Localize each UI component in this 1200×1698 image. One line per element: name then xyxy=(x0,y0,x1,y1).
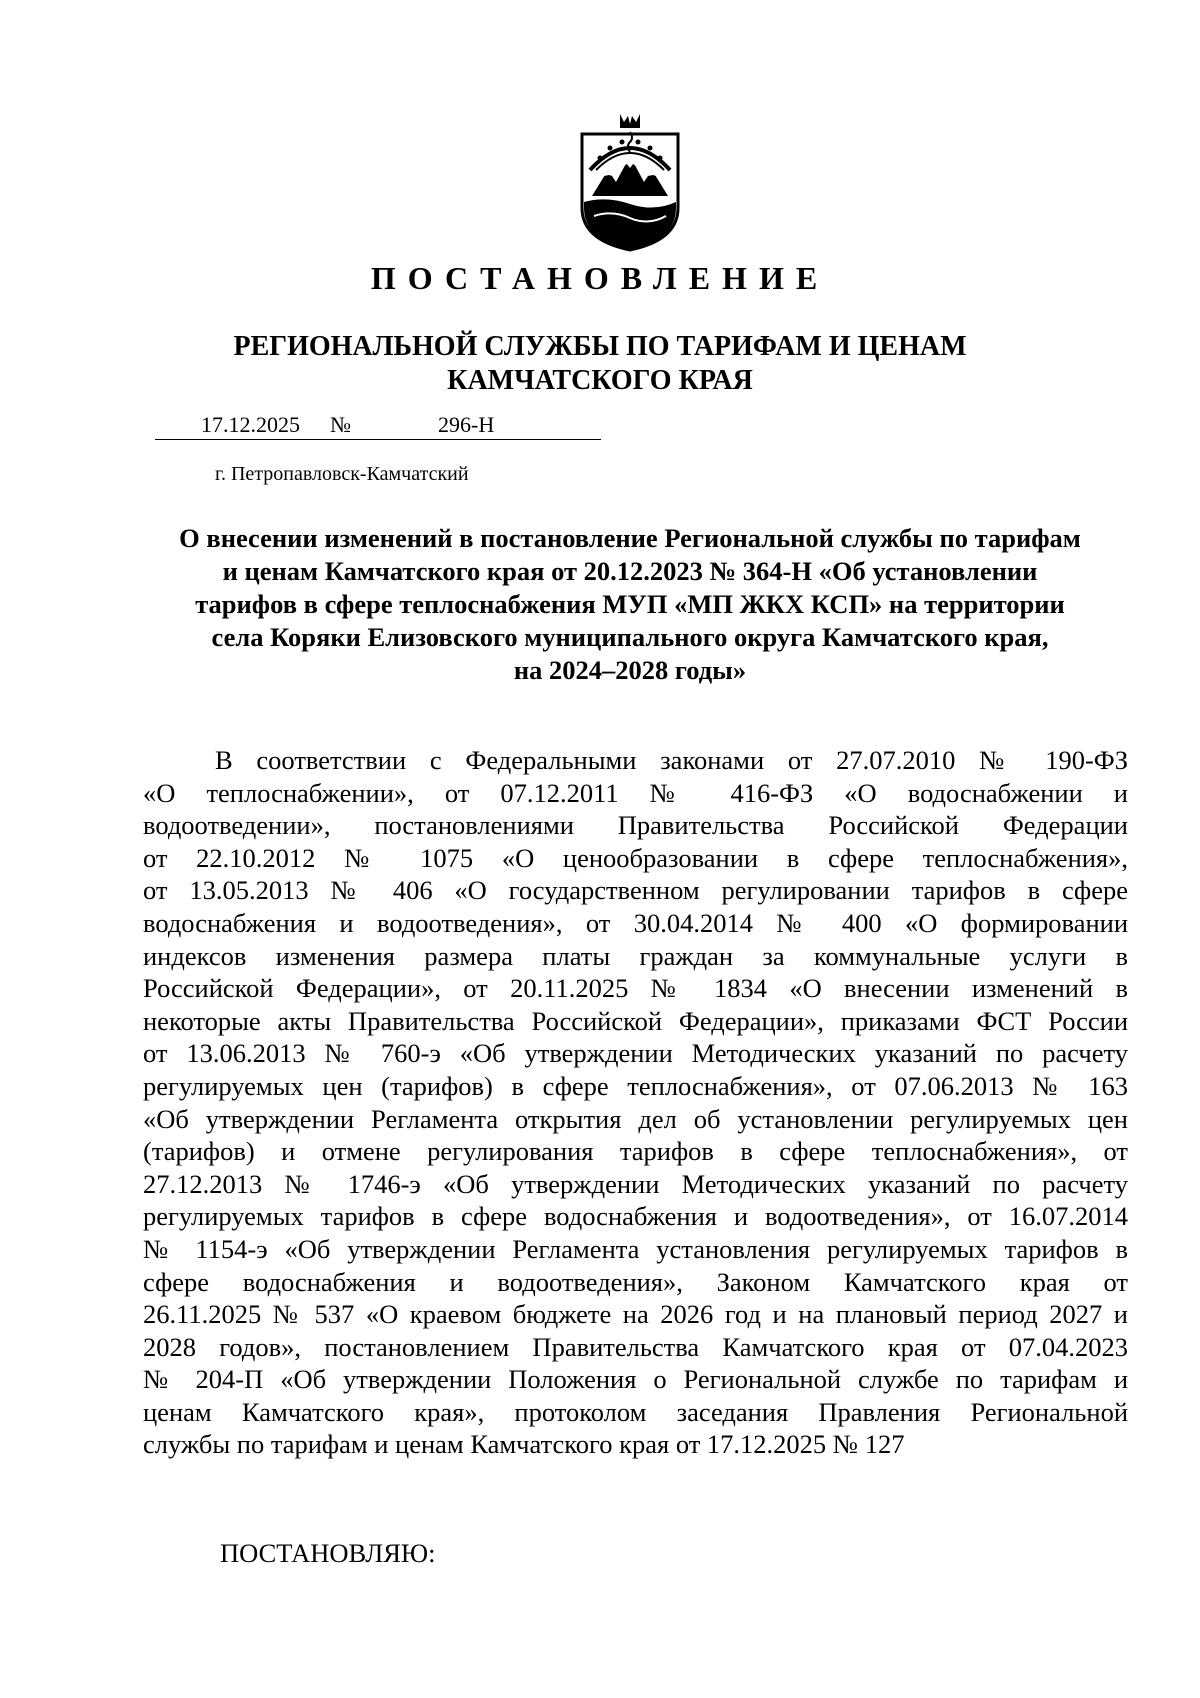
body-line: 26.11.2025 № 537 «О краевом бюджете на 2026 год и на плановый период 2027 и xyxy=(143,1299,1128,1330)
subject-line: и ценам Камчатского края от 20.12.2023 № 364-Н «Об установлении xyxy=(222,556,1038,586)
body-line: «Об утверждении Регламента открытия дел об установлении регулируемых цен xyxy=(143,1103,1128,1134)
body-line: № 1154-э «Об утверждении Регламента установления регулируемых тарифов в xyxy=(143,1233,1128,1264)
body-line: от 13.06.2013 № 760-э «Об утверждении Методических указаний по расчету xyxy=(143,1038,1128,1069)
subject-line: О внесении изменений в постановление Региональной службы по тарифам xyxy=(179,523,1081,553)
body-line: 2028 годов», постановлением Правительства Камчатского края от 07.04.2023 xyxy=(143,1331,1128,1362)
document-kind-title: ПОСТАНОВЛЕНИЕ xyxy=(370,260,830,296)
date-number-line xyxy=(155,412,601,440)
body-line: регулируемых тарифов в сфере водоснабжения и водоотведения», от 16.07.2014 xyxy=(143,1201,1128,1232)
body-line: 27.12.2013 № 1746-э «Об утверждении Методических указаний по расчету xyxy=(143,1168,1128,1199)
body-line: В соответствии с Федеральными законами от 27.07.2010 № 190-ФЗ xyxy=(215,745,1128,775)
body-line: некоторые акты Правительства Российской Федерации», приказами ФСТ России xyxy=(143,1005,1128,1036)
document-date: 17.12.2025 xyxy=(155,412,330,440)
decree-word: ПОСТАНОВЛЯЮ: xyxy=(220,1538,436,1568)
body-line: водоотведении», постановлениями Правительства Российской Федерации xyxy=(143,810,1128,841)
number-sign: № xyxy=(330,412,356,440)
subject-line: села Коряки Елизовского муниципального округа Камчатского края, xyxy=(211,622,1049,652)
document-number: 296-Н xyxy=(356,412,601,440)
body-line: службы по тарифам и ценам Камчатского края от 17.12.2025 № 127 xyxy=(143,1429,905,1460)
body-line: индексов изменения размера платы граждан за коммунальные услуги в xyxy=(143,940,1128,971)
subject-line: на 2024–2028 годы» xyxy=(513,655,747,685)
preamble-paragraph xyxy=(143,744,1128,1461)
issuer-line: РЕГИОНАЛЬНОЙ СЛУЖБЫ ПО ТАРИФАМ И ЦЕНАМ xyxy=(233,331,967,362)
body-line: № 204-П «Об утверждении Положения о Региональной службе по тарифам и xyxy=(143,1364,1128,1395)
document-subject xyxy=(140,522,1120,687)
body-line: сфере водоснабжения и водоотведения», Законом Камчатского края от xyxy=(143,1266,1128,1297)
subject-line: тарифов в сфере теплоснабжения МУП «МП ЖКХ КСП» на территории xyxy=(195,589,1065,619)
body-line: ценам Камчатского края», протоколом заседания Правления Региональной xyxy=(143,1396,1128,1427)
body-line: водоснабжения и водоотведения», от 30.04.2014 № 400 «О формировании xyxy=(143,907,1128,938)
body-line: от 22.10.2012 № 1075 «О ценообразовании в сфере теплоснабжения», xyxy=(143,842,1128,873)
body-line: (тарифов) и отмене регулирования тарифов в сфере теплоснабжения», от xyxy=(143,1136,1128,1167)
body-line: от 13.05.2013 № 406 «О государственном регулировании тарифов в сфере xyxy=(143,875,1128,906)
body-line: Российской Федерации», от 20.11.2025 № 1834 «О внесении изменений в xyxy=(143,973,1128,1004)
issuer-line: КАМЧАТСКОГО КРАЯ xyxy=(447,365,753,396)
kamchatka-coat-of-arms-icon xyxy=(576,112,684,252)
issuer-heading xyxy=(0,330,1200,398)
city-name: г. Петропавловск-Камчатский xyxy=(215,463,469,485)
body-line: регулируемых цен (тарифов) в сфере теплоснабжения», от 07.06.2013 № 163 xyxy=(143,1070,1128,1101)
body-line: «О теплоснабжении», от 07.12.2011 № 416-ФЗ «О водоснабжении и xyxy=(143,777,1128,808)
